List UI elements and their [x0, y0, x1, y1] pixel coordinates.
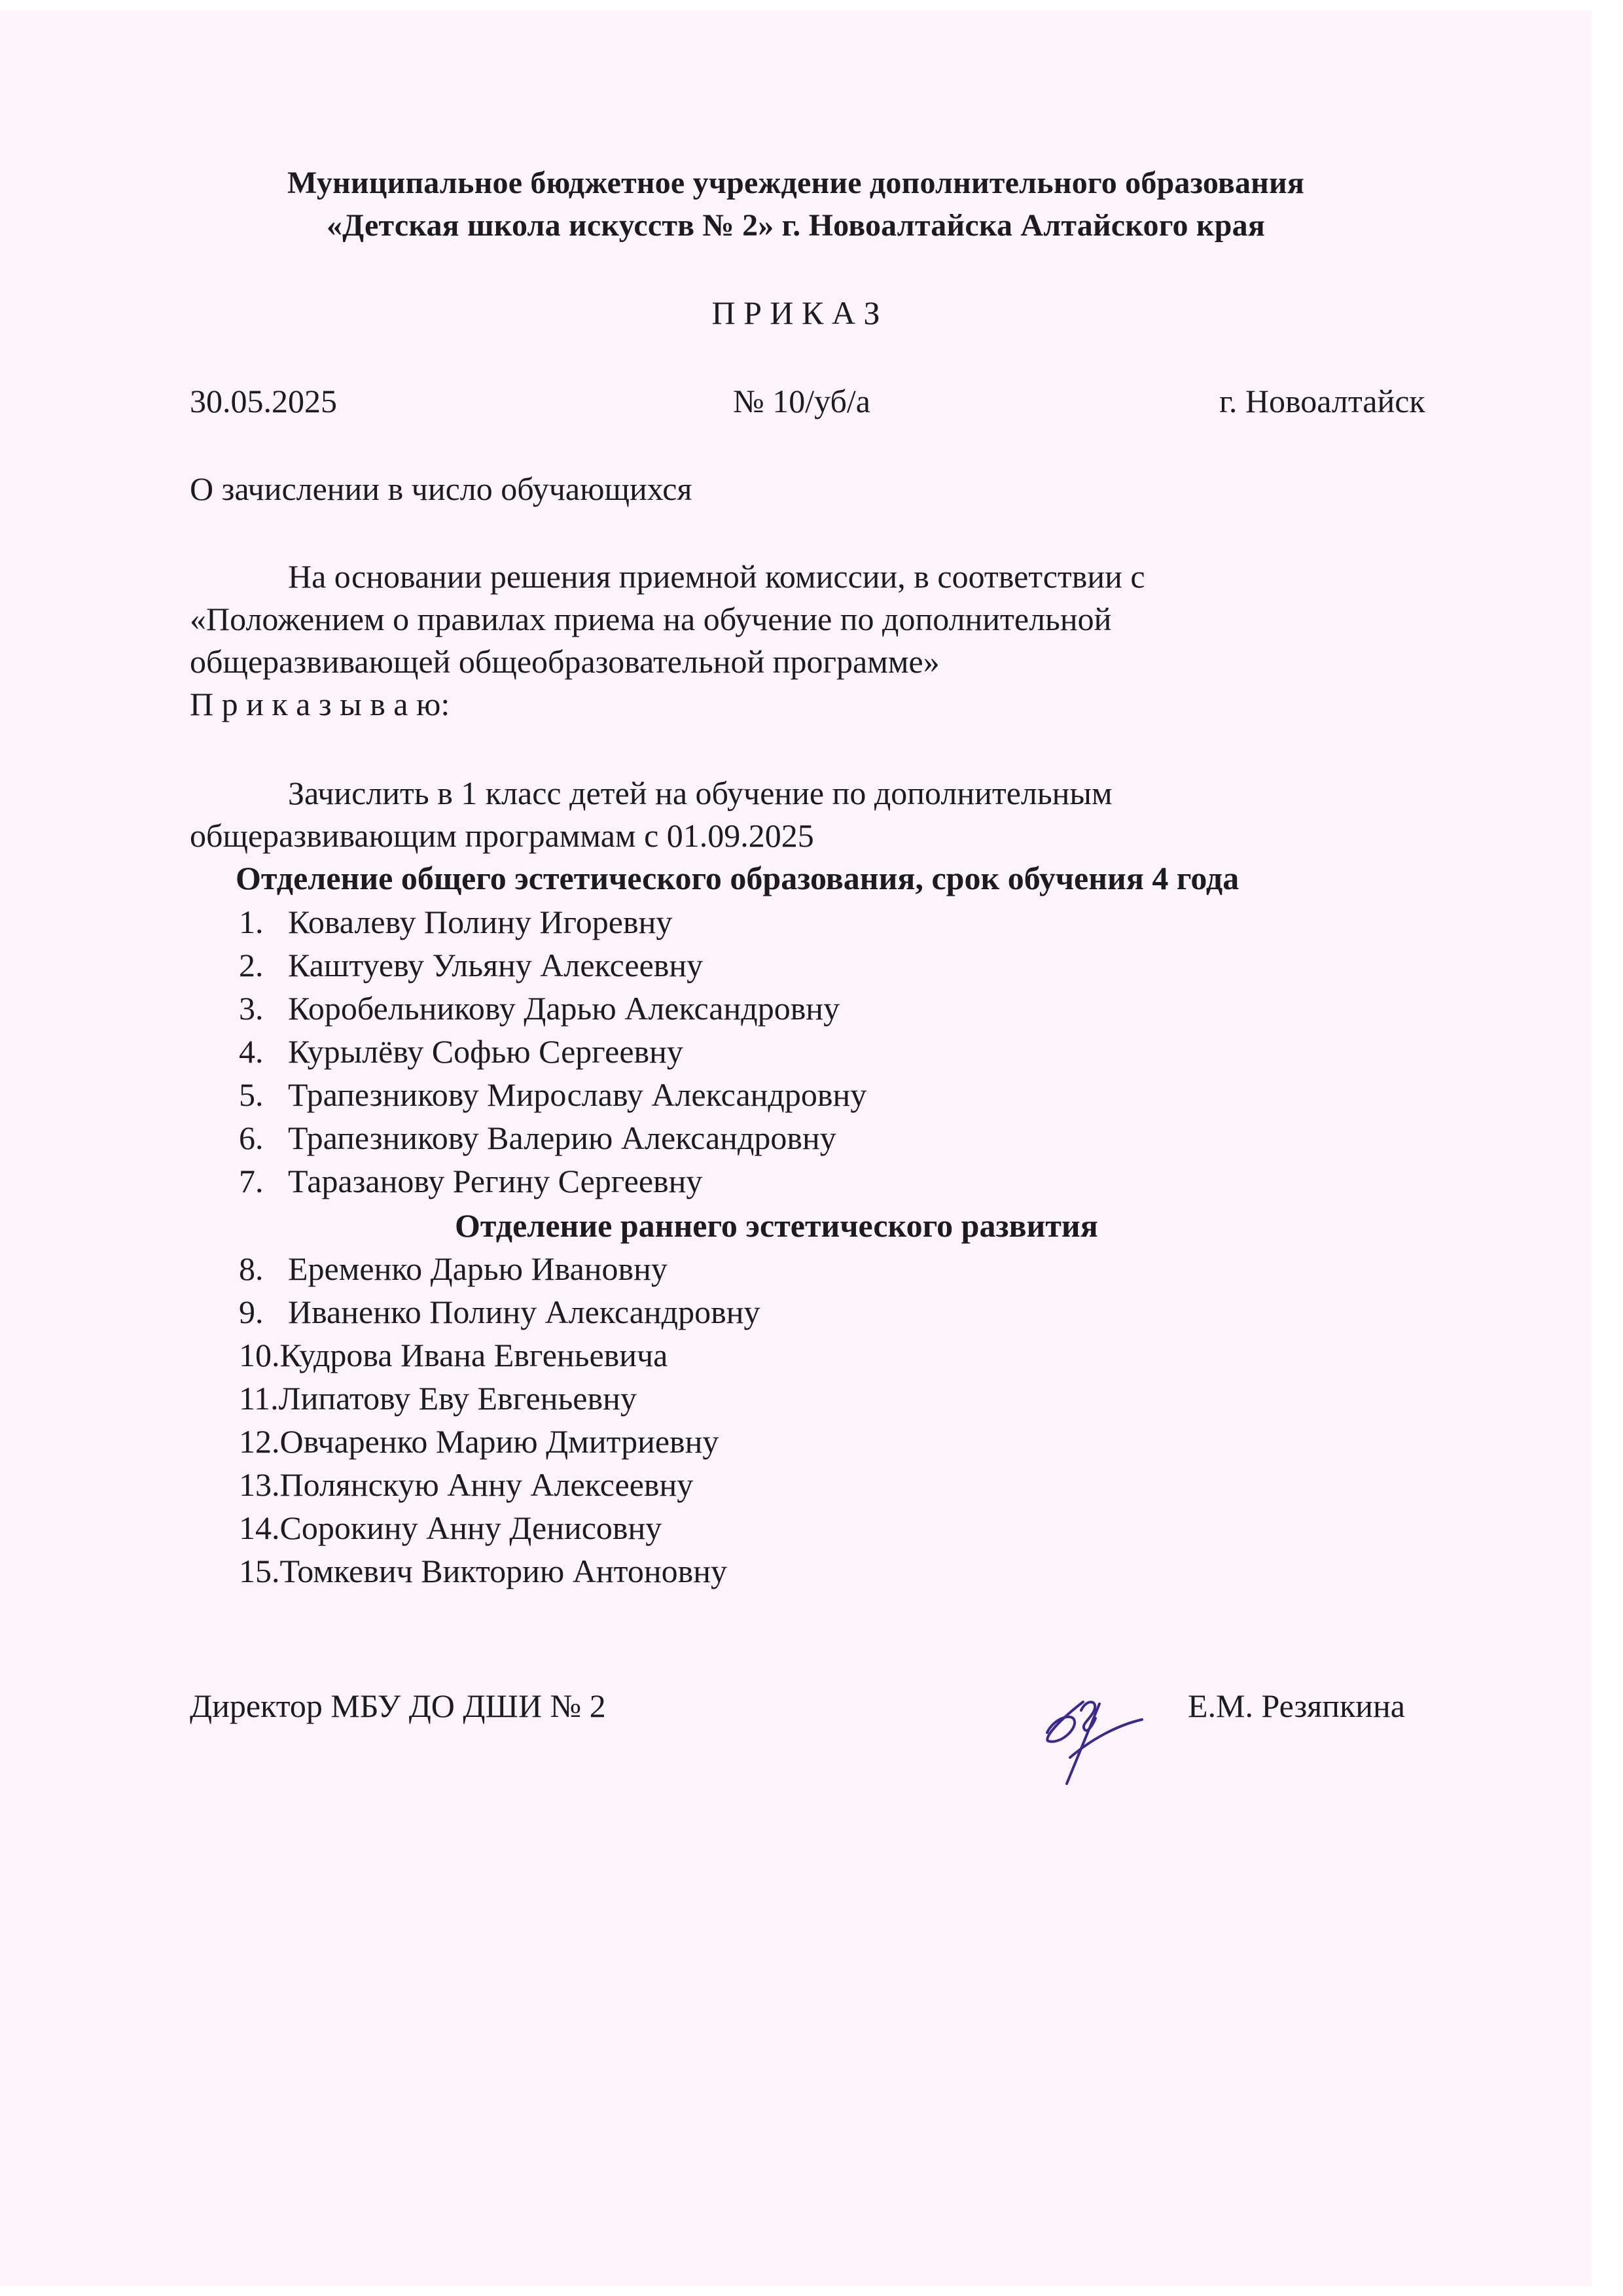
order-word: П р и к а з ы в а ю: [190, 686, 450, 722]
student-name: Овчаренко Марию Дмитриевну [279, 1423, 719, 1460]
document-page [0, 10, 1592, 2286]
student-name: Курылёву Софью Сергеевну [288, 1033, 683, 1070]
decision-line-2: общеразвивающим программам с 01.09.2025 [190, 817, 814, 854]
section-heading-early: Отделение раннего эстетического развития [455, 1207, 1098, 1244]
list-item [239, 1165, 702, 1197]
list-item [239, 1382, 637, 1415]
list-item [239, 992, 840, 1025]
list-item [239, 1035, 683, 1068]
student-name: Коробельникову Дарью Александровну [288, 990, 840, 1027]
list-item-number: 5. [239, 1076, 264, 1113]
student-name: Таразанову Регину Сергеевну [288, 1163, 703, 1199]
section-heading-general: Отделение общего эстетического образования, срок обучения 4 года [236, 860, 1240, 896]
org-name-line-2: «Детская школа искусств № 2» г. Новоалтайска Алтайского края [326, 208, 1266, 243]
student-name: Кудрова Ивана Евгеньевича [279, 1337, 668, 1373]
signatory-name: Е.М. Резяпкина [1188, 1687, 1405, 1724]
list-item-number: 6. [239, 1120, 264, 1156]
student-name: Сорокину Анну Денисовну [279, 1510, 662, 1546]
list-item-number: 11. [239, 1380, 279, 1417]
list-item [239, 1339, 668, 1371]
list-item-number: 14. [239, 1510, 280, 1546]
student-name: Липатову Еву Евгеньевну [278, 1380, 637, 1417]
list-item-number: 7. [239, 1163, 264, 1199]
list-item-number: 15. [239, 1553, 280, 1589]
org-name-line-1: Муниципальное бюджетное учреждение дополнительного образования [287, 166, 1305, 200]
student-name: Еременко Дарью Ивановну [288, 1250, 668, 1287]
student-name: Трапезникову Мирославу Александровну [288, 1076, 867, 1113]
list-item [239, 1296, 760, 1328]
student-name: Каштуеву Ульяну Алексеевну [288, 947, 704, 983]
order-date: 30.05.2025 [190, 383, 337, 419]
list-item-number: 8. [239, 1250, 264, 1287]
list-item [239, 1425, 719, 1458]
list-item-number: 10. [239, 1337, 280, 1373]
student-name: Полянскую Анну Алексеевну [279, 1466, 694, 1503]
list-item-number: 12. [239, 1423, 280, 1460]
student-name: Томкевич Викторию Антоновну [279, 1553, 727, 1589]
list-item-number: 4. [239, 1033, 264, 1070]
list-item [239, 906, 672, 938]
document-type: П Р И К А З [711, 294, 880, 331]
student-name: Трапезникову Валерию Александровну [288, 1120, 836, 1156]
decision-line-1: Зачислить в 1 класс детей на обучение по дополнительным [288, 775, 1113, 811]
list-item [239, 1468, 693, 1501]
list-item-number: 2. [239, 947, 264, 983]
list-item [239, 1252, 668, 1285]
list-item-number: 9. [239, 1294, 264, 1330]
list-item [239, 1511, 662, 1544]
preamble-line-1: На основании решения приемной комиссии, в соответствии с [288, 558, 1145, 595]
student-name: Иваненко Полину Александровну [288, 1294, 760, 1330]
signature-position: Директор МБУ ДО ДШИ № 2 [190, 1687, 606, 1724]
list-item [239, 949, 703, 981]
list-item [239, 1122, 836, 1154]
preamble-line-3: общеразвивающей общеобразовательной программе» [190, 643, 940, 680]
student-name: Ковалеву Полину Игоревну [288, 904, 673, 940]
list-item [239, 1078, 866, 1111]
list-item-number: 1. [239, 904, 264, 940]
list-item [239, 1555, 727, 1587]
order-number: № 10/уб/а [733, 383, 870, 419]
signature-icon [1034, 1672, 1145, 1790]
preamble-line-2: «Положением о правилах приема на обучение по дополнительной [190, 601, 1112, 637]
order-city: г. Новоалтайск [1219, 383, 1425, 419]
list-item-number: 13. [239, 1466, 280, 1503]
order-subject: О зачислении в число обучающихся [190, 470, 692, 507]
list-item-number: 3. [239, 990, 264, 1027]
